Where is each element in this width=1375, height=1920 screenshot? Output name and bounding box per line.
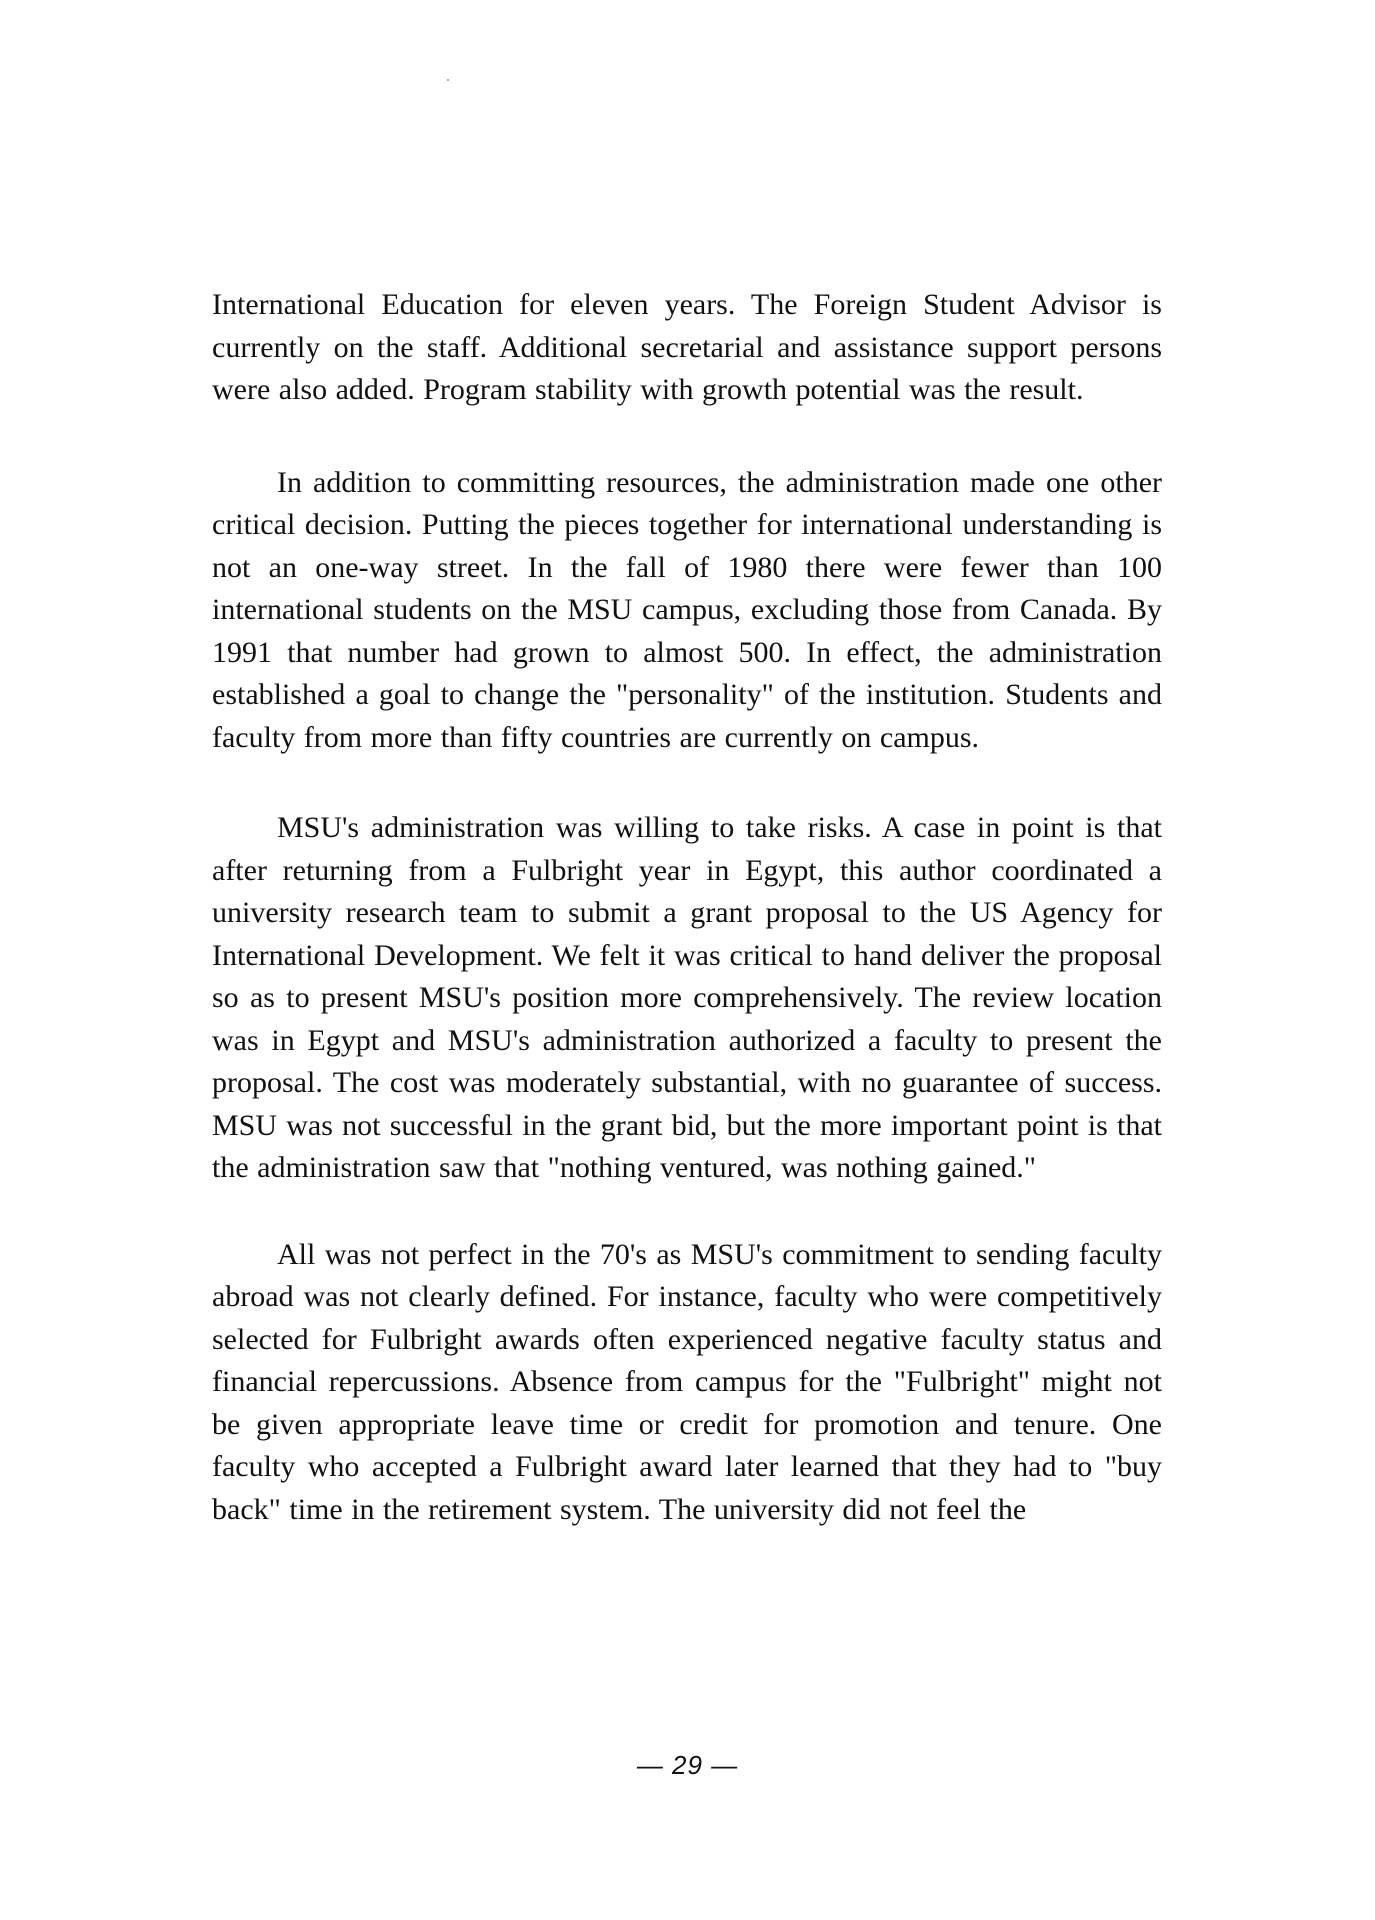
paragraph-continuation: International Education for eleven years. The Foreign Student Advisor is currently on the staff. Additional secretarial and assistance support persons were also added. Program stability with growth potential was the result. [212,288,1162,406]
document-body [212,284,1162,1531]
scan-speck [447,79,449,81]
paragraph-not-perfect: All was not perfect in the 70's as MSU's commitment to sending faculty abroad was not clearly defined. For instance, faculty who were competitively selected for Fulbright awards often experienced negative faculty status and financial repercussions. Absence from campus for the "Fulbright" might not be given appropriate leave time or credit for promotion and tenure. One faculty who accepted a Fulbright award later learned that they had to "buy back" time in the retirement system. The university did not feel the [212,1237,1162,1526]
paragraph-administration-decision: In addition to committing resources, the administration made one other critical decision. Putting the pieces together for international understanding is not an one-way street. In the fall of 1980 there were fewer than 100 international students on the MSU campus, excluding those from Canada. By 1991 that number had grown to almost 500. In effect, the administration established a goal to change the "personality" of the institution. Students and faculty from more than fifty countries are currently on campus. [212,465,1162,754]
page-number: — 29 — [636,1750,739,1780]
paragraph-risks: MSU's administration was willing to take risks. A case in point is that after returning from a Fulbright year in Egypt, this author coordinated a university research team to submit a grant proposal to the US Agency for International Development. We felt it was critical to hand deliver the proposal so as to present MSU's position more comprehensively. The review location was in Egypt and MSU's administration authorized a faculty to present the proposal. The cost was moderately substantial, with no guarantee of success. MSU was not successful in the grant bid, but the more important point is that the administration saw that "nothing ventured, was nothing gained." [212,811,1162,1184]
